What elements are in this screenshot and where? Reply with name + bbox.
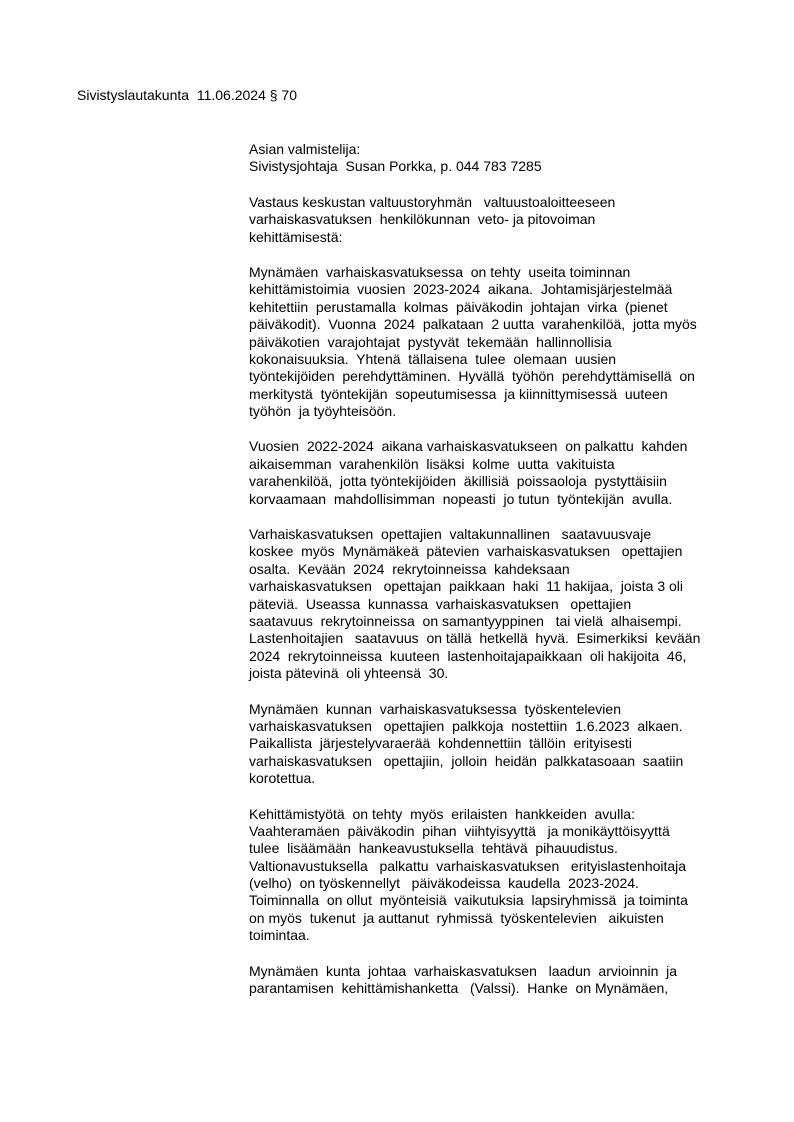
text-line: on myös tukenut ja auttanut ryhmissä työskentelevien aikuisten (249, 909, 664, 926)
text-line: korotettua. (249, 770, 316, 787)
paragraph (249, 806, 749, 945)
text-line: Varhaiskasvatuksen opettajien valtakunnallinen saatavuusvaje (249, 526, 652, 543)
text-line: joista pätevinä oli yhteensä 30. (249, 665, 449, 682)
text-line: Mynämäen kunnan varhaiskasvatuksessa työskentelevien (249, 700, 621, 717)
text-line: Paikallista järjestelyvaraerää kohdennettiin tällöin erityisesti (249, 735, 632, 752)
text-line: merkitystä työntekijän sopeutumisessa ja kiinnittymisessä uuteen (249, 385, 668, 402)
text-line: päiväkotien varajohtajat pystyvät tekemään hallinnollisia (249, 333, 612, 350)
text-line: työhön ja työyhteisöön. (249, 403, 397, 420)
text-line: kehitettiin perustamalla kolmas päiväkodin johtajan virka (pienet (249, 298, 668, 315)
text-line: varahenkilöä, jotta työntekijöiden äkillisiä poissaoloja pystyttäisiin (249, 473, 667, 490)
text-line: Asian valmistelija: (249, 141, 361, 157)
text-line: työntekijöiden perehdyttäminen. Hyvällä työhön perehdyttämisellä on (249, 368, 695, 385)
meeting-header: Sivistyslautakunta 11.06.2024 § 70 (77, 87, 298, 103)
text-line: kokonaisuuksia. Yhtenä tällaisena tulee olemaan uusien (249, 350, 617, 367)
paragraph (249, 194, 749, 246)
paragraph (249, 438, 749, 508)
text-line: kehittämisestä: (249, 228, 343, 245)
text-line: korvaamaan mahdollisimman nopeasti jo tutun työntekijän avulla. (249, 490, 673, 507)
text-line: varhaiskasvatuksen opettajien palkkoja nostettiin 1.6.2023 alkaen. (249, 717, 683, 734)
text-line: (velho) on työskennellyt päiväkodeissa kaudella 2023-2024. (249, 875, 639, 892)
text-line: saatavuus rekrytoinneissa on samantyyppinen tai vielä alhaisempi. (249, 612, 682, 629)
text-line: koskee myös Mynämäkeä pätevien varhaiskasvatuksen opettajien (249, 543, 683, 560)
text-line: aikaisemman varahenkilön lisäksi kolme uutta vakituista (249, 455, 615, 472)
text-line: kehittämistoimia vuosien 2023-2024 aikana. Johtamisjärjestelmää (249, 281, 673, 298)
text-line: Toiminnalla on ollut myönteisiä vaikutuksia lapsiryhmissä ja toiminta (249, 892, 688, 909)
text-line: osalta. Kevään 2024 rekrytoinneissa kahdeksaan (249, 560, 570, 577)
paragraph (249, 141, 749, 176)
text-line: Mynämäen varhaiskasvatuksessa on tehty useita toiminnan (249, 263, 631, 280)
text-line: Vaahteramäen päiväkodin pihan viihtyisyyttä ja monikäyttöisyyttä (249, 822, 670, 839)
text-line: Kehittämistyötä on tehty myös erilaisten hankkeiden avulla: (249, 805, 635, 822)
paragraph (249, 264, 749, 421)
text-line: Vuosien 2022-2024 aikana varhaiskasvatukseen on palkattu kahden (249, 438, 688, 455)
text-line: 2024 rekrytoinneissa kuuteen lastenhoitajapaikkaan oli hakijoita 46, (249, 647, 687, 664)
text-line: Sivistysjohtaja Susan Porkka, p. 044 783 7285 (249, 158, 542, 175)
text-line: Valtionavustuksella palkattu varhaiskasvatuksen erityislastenhoitaja (249, 857, 687, 874)
paragraph (249, 963, 749, 998)
text-line: varhaiskasvatuksen henkilökunnan veto- ja pitovoiman (249, 211, 596, 228)
text-line: Vastaus keskustan valtuustoryhmän valtuustoaloitteeseen (249, 193, 616, 210)
text-line: varhaiskasvatuksen opettajan paikkaan haki 11 hakijaa, joista 3 oli (249, 578, 683, 595)
text-line: varhaiskasvatuksen opettajiin, jolloin heidän palkkatasoaan saatiin (249, 752, 684, 769)
text-line: päiväkodit). Vuonna 2024 palkataan 2 uutta varahenkilöä, jotta myös (249, 316, 697, 333)
text-line: tulee lisäämään hankeavustuksella tehtävä pihauudistus. (249, 840, 618, 857)
text-line: päteviä. Useassa kunnassa varhaiskasvatuksen opettajien (249, 595, 632, 612)
text-line: Mynämäen kunta johtaa varhaiskasvatuksen laadun arvioinnin ja (249, 962, 678, 979)
paragraph (249, 701, 749, 788)
text-line: parantamisen kehittämishanketta (Valssi). Hanke on Mynämäen, (249, 980, 669, 997)
document-body (249, 141, 749, 1015)
text-line: toimintaa. (249, 927, 310, 944)
text-line: Lastenhoitajien saatavuus on tällä hetkellä hyvä. Esimerkiksi kevään (249, 630, 701, 647)
paragraph (249, 526, 749, 683)
